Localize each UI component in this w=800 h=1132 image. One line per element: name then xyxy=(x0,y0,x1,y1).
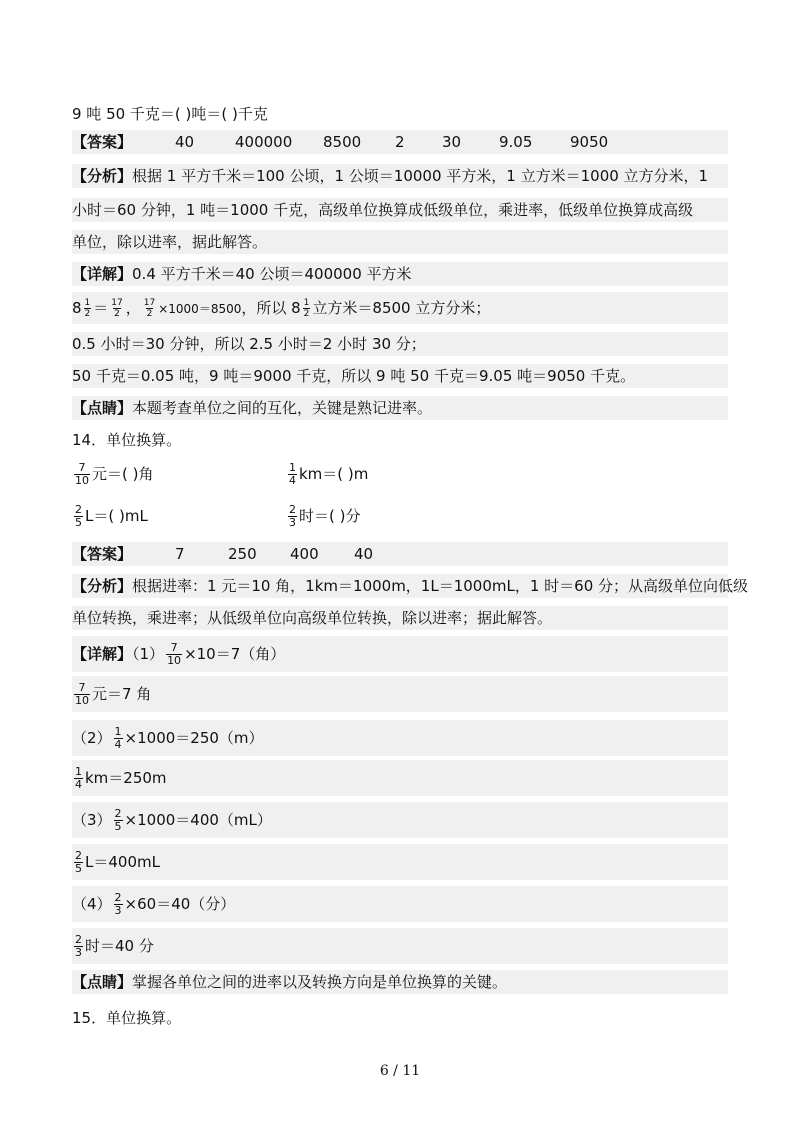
fraction: $\frac{2}{3}$ xyxy=(289,503,296,529)
q13-detail-text-1: 0.4 平方千米＝40 公顷＝400000 平方米 xyxy=(132,265,412,283)
fraction: $\frac{2}{5}$ xyxy=(75,849,82,875)
q14-point-text: 掌握各单位之间的进率以及转换方向是单位换算的关键。 xyxy=(132,973,508,991)
fraction: $\frac{17}{2}$ xyxy=(111,298,123,319)
q15-title: 15．单位换算。 xyxy=(72,1009,182,1027)
q14-item-d: $\frac{2}{3}$ 时＝( )分 xyxy=(289,503,361,529)
q14-detail-step-4: （4） $\frac{2}{3}$ ×60＝40（分） xyxy=(72,886,728,922)
fraction: $\frac{1}{2}$ xyxy=(84,298,91,319)
answer-tag: 【答案】 xyxy=(72,133,133,151)
q14-answer-3: 400 xyxy=(290,545,319,563)
q13-analysis-line-3: 单位，除以进率，据此解答。 xyxy=(72,230,728,254)
q13-analysis-text-1: 根据 1 平方千米＝100 公顷，1 公顷＝10000 平方米，1 立方米＝1000 立方分米，1 xyxy=(132,167,709,185)
q14-detail-result-3: $\frac{2}{5}$ L＝400mL xyxy=(72,844,728,880)
q13-detail-line-4: 50 千克＝0.05 吨，9 吨＝9000 千克，所以 9 吨 50 千克＝9.05 吨＝9050 千克。 xyxy=(72,364,728,388)
fraction: $\frac{2}{5}$ xyxy=(75,503,82,529)
detail-tag: 【详解】 xyxy=(72,265,133,283)
q13-analysis-line-2: 小时＝60 分钟，1 吨＝1000 千克，高级单位换算成低级单位，乘进率，低级单位换算成高级 xyxy=(72,198,728,222)
fraction: $\frac{1}{4}$ xyxy=(75,765,82,791)
analysis-tag: 【分析】 xyxy=(72,577,133,595)
q13-answer-6: 9.05 xyxy=(499,133,533,151)
page-number: 6 / 11 xyxy=(379,1063,421,1079)
q13-point-line xyxy=(72,396,728,420)
q13-detail-line-1 xyxy=(72,262,728,286)
q13-point-text: 本题考查单位之间的互化，关键是熟记进率。 xyxy=(132,399,433,417)
q14-detail-result-4: $\frac{2}{3}$ 时＝40 分 xyxy=(72,928,728,964)
q14-title: 14．单位换算。 xyxy=(72,431,182,449)
fraction: $\frac{7}{10}$ xyxy=(75,461,89,487)
q14-detail-step-1: 【详解】（1） $\frac{7}{10}$ ×10＝7（角） xyxy=(72,636,728,672)
q13-answer-7: 9050 xyxy=(570,133,609,151)
q13-detail-line-2: 8 $\frac{1}{2}$ ＝ $\frac{17}{2}$ ， $\frac{17}{2}$ ×1000＝8500，所以 8 $\frac{1}{2}$ 立方米＝8500 立方分米； xyxy=(72,292,728,324)
point-tag: 【点睛】 xyxy=(72,973,133,991)
fraction: $\frac{2}{3}$ xyxy=(114,891,122,917)
q14-answer-row xyxy=(72,542,728,566)
q14-analysis-line-2: 单位转换，乘进率；从低级单位向高级单位转换，除以进率；据此解答。 xyxy=(72,606,728,630)
q14-item-c: L＝( )mL xyxy=(85,507,148,525)
q14-detail-result-2: $\frac{1}{4}$ km＝250m xyxy=(72,760,728,796)
q14-question-row-2 xyxy=(72,498,728,534)
q14-answer-2: 250 xyxy=(228,545,257,563)
q14-question-row-1 xyxy=(72,456,728,492)
q13-answer-2: 400000 xyxy=(235,133,293,151)
point-tag: 【点睛】 xyxy=(72,399,133,417)
fraction: $\frac{7}{10}$ xyxy=(167,641,182,667)
q13-analysis-line-1 xyxy=(72,164,728,188)
q14-analysis-text-1: 根据进率：1 元＝10 角，1km＝1000m，1L＝1000mL，1 时＝60 分；从高级单位向低级 xyxy=(132,577,749,595)
q14-analysis-line-1 xyxy=(72,574,749,598)
q14-detail-result-1: $\frac{7}{10}$ 元＝7 角 xyxy=(72,676,728,712)
fraction: $\frac{7}{10}$ xyxy=(75,681,89,707)
q13-answer-3: 8500 xyxy=(323,133,362,151)
answer-tag: 【答案】 xyxy=(72,545,133,563)
q13-answer-4: 2 xyxy=(395,133,405,151)
fraction: $\frac{2}{5}$ xyxy=(114,807,122,833)
q13-answer-row xyxy=(72,130,728,154)
analysis-tag: 【分析】 xyxy=(72,167,133,185)
detail-tag: 【详解】 xyxy=(72,645,133,663)
q13-answer-5: 30 xyxy=(442,133,462,151)
q13-answer-1: 40 xyxy=(175,133,195,151)
fraction: $\frac{2}{3}$ xyxy=(75,933,82,959)
fraction: $\frac{1}{4}$ xyxy=(114,725,122,751)
q14-detail-step-3: （3） $\frac{2}{5}$ ×1000＝400（mL） xyxy=(72,802,728,838)
q13-question-line: 9 吨 50 千克＝( )吨＝( )千克 xyxy=(72,105,268,123)
fraction: $\frac{1}{4}$ xyxy=(289,461,296,487)
fraction: $\frac{17}{2}$ xyxy=(143,298,156,319)
q13-detail-line-3: 0.5 小时＝30 分钟，所以 2.5 小时＝2 小时 30 分； xyxy=(72,332,728,356)
q14-answer-4: 40 xyxy=(354,545,374,563)
mixed-number-whole: 8 xyxy=(72,299,82,317)
q14-answer-1: 7 xyxy=(175,545,185,563)
q14-point-line xyxy=(72,970,728,994)
q14-item-b: $\frac{1}{4}$ km＝( )m xyxy=(289,461,369,487)
q14-detail-step-2: （2） $\frac{1}{4}$ ×1000＝250（m） xyxy=(72,720,728,756)
fraction: $\frac{1}{2}$ xyxy=(303,298,310,319)
q14-item-a: 元＝( )角 xyxy=(92,465,154,483)
